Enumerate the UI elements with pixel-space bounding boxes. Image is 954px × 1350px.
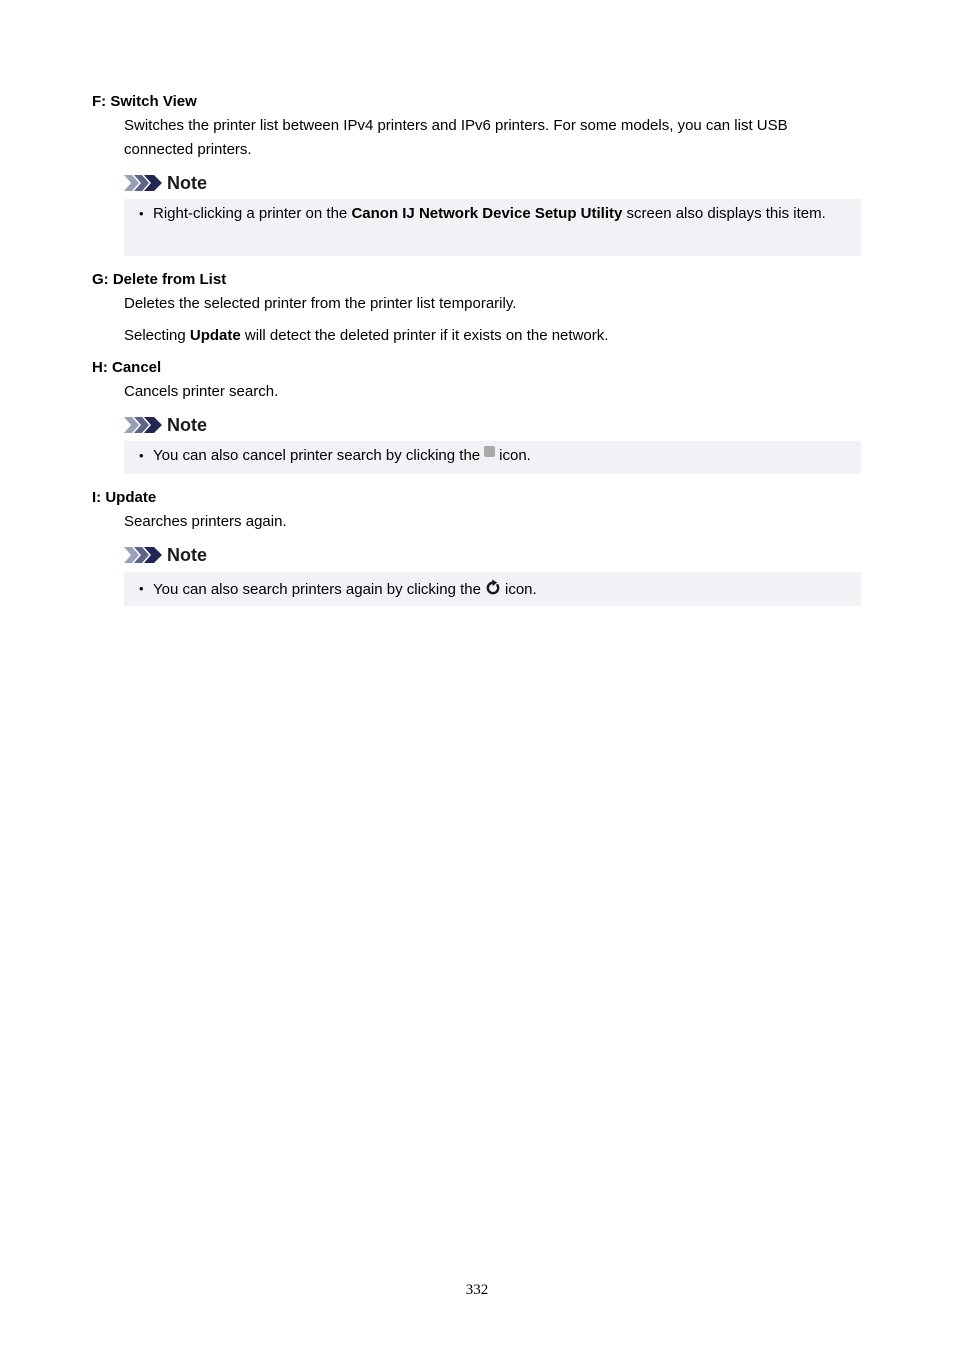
para-text: Selecting xyxy=(124,327,190,344)
note-list-item xyxy=(124,444,861,468)
note-title: Note xyxy=(167,545,207,565)
desc-switch-view: Switches the printer list between IPv4 printers and IPv6 printers. For some models, you can list USB connected printers. xyxy=(124,117,788,158)
note-title: Note xyxy=(167,173,207,193)
desc-cancel: Cancels printer search. xyxy=(124,383,279,400)
bullet: • xyxy=(139,448,144,463)
note-title: Note xyxy=(167,415,207,435)
note-box xyxy=(124,572,861,606)
term-delete-from-list: G: Delete from List xyxy=(92,271,227,288)
note-text: You can also search printers again by clicking the xyxy=(153,581,481,598)
note-header xyxy=(124,544,207,566)
note-list-item xyxy=(124,202,861,226)
app-name: Canon IJ Network Device Setup Utility xyxy=(351,205,623,222)
term-update: I: Update xyxy=(92,489,157,506)
note-box xyxy=(124,199,861,256)
stop-icon xyxy=(484,446,495,457)
term-switch-view: F: Switch View xyxy=(92,93,197,110)
note-header xyxy=(124,172,207,194)
note-arrows-icon xyxy=(124,417,162,433)
desc-delete-from-list: Deletes the selected printer from the printer list temporarily. xyxy=(124,295,517,312)
desc-delete-update-detect xyxy=(124,324,854,348)
desc-update: Searches printers again. xyxy=(124,513,287,530)
note-arrows-icon xyxy=(124,175,162,191)
bullet: • xyxy=(139,581,144,596)
note-text: Right-clicking a printer on the xyxy=(153,205,352,222)
note-arrows-icon xyxy=(124,547,162,563)
note-box xyxy=(124,441,861,474)
para-text: will detect the deleted printer if it exists on the network. xyxy=(240,327,609,344)
refresh-icon xyxy=(485,579,501,596)
update-label: Update xyxy=(189,327,241,344)
note-text: icon. xyxy=(499,447,531,464)
note-header xyxy=(124,414,207,436)
note-text: icon. xyxy=(504,581,537,598)
page-number: 332 xyxy=(465,1282,489,1298)
note-text: screen also displays this item. xyxy=(622,205,826,222)
note-list-item xyxy=(124,577,861,602)
bullet: • xyxy=(139,206,144,221)
note-text: You can also cancel printer search by clicking the xyxy=(153,447,481,464)
term-cancel: H: Cancel xyxy=(92,359,162,376)
